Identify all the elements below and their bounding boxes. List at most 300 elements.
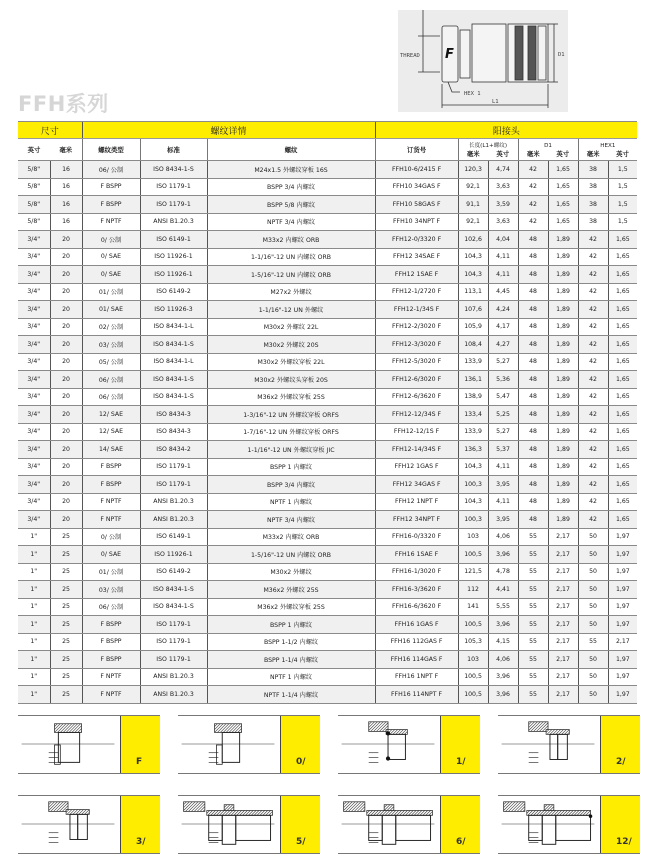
cell-d1-mm: 42	[518, 178, 548, 196]
bulkhead-light-series-icon	[178, 796, 280, 853]
cell-thread-type: 0/ 公制	[82, 231, 140, 249]
cell-size-mm: 20	[50, 371, 82, 389]
table-row	[18, 266, 637, 284]
cell-size-mm: 20	[50, 423, 82, 441]
cell-thread: 1-1/16"-12 UN 外螺纹穿板 JIC	[207, 441, 375, 459]
table-row	[18, 581, 637, 599]
cell-length-mm: 136,1	[458, 371, 488, 389]
cell-hex1-inch: 1,65	[608, 248, 637, 266]
cell-size-inch: 3/4"	[18, 493, 50, 511]
cell-length-mm: 141	[458, 598, 488, 616]
cell-d1-mm: 48	[518, 301, 548, 319]
cell-d1-inch: 1,89	[548, 476, 578, 494]
bulkhead-heavy-series-icon	[338, 796, 440, 853]
hex1-inch-label: 英寸	[616, 149, 629, 158]
thread-type-code: 6/	[456, 837, 466, 847]
hex1-title: HEX1	[600, 142, 616, 149]
cell-d1-mm: 48	[518, 423, 548, 441]
cell-d1-mm: 42	[518, 196, 548, 214]
cell-thread-type: F BSPP	[82, 616, 140, 634]
cell-order-no: FFH10 34GAS F	[375, 178, 458, 196]
cell-hex1-inch: 1,5	[608, 196, 637, 214]
cell-d1-inch: 2,17	[548, 546, 578, 564]
cell-size-mm: 20	[50, 231, 82, 249]
thread-type-panel	[498, 715, 640, 774]
cell-size-inch: 3/4"	[18, 423, 50, 441]
cell-size-inch: 3/4"	[18, 231, 50, 249]
cell-hex1-inch: 1,97	[608, 668, 637, 686]
cell-order-no: FFH12-12/34S F	[375, 406, 458, 424]
cell-d1-inch: 2,17	[548, 528, 578, 546]
cell-hex1-inch: 1,97	[608, 598, 637, 616]
cell-thread-type: 01/ 公制	[82, 563, 140, 581]
cell-d1-inch: 1,89	[548, 353, 578, 371]
cell-d1-inch: 2,17	[548, 616, 578, 634]
cell-standard: ISO 8434-2	[140, 441, 207, 459]
cell-d1-mm: 55	[518, 528, 548, 546]
cell-d1-inch: 2,17	[548, 686, 578, 704]
cell-hex1-inch: 1,65	[608, 353, 637, 371]
cell-length-inch: 3,63	[488, 213, 518, 231]
cell-size-mm: 25	[50, 581, 82, 599]
cell-hex1-mm: 42	[578, 423, 608, 441]
male-light-series-icon	[498, 716, 600, 773]
cell-size-inch: 1"	[18, 633, 50, 651]
cell-order-no: FFH12-1/2720 F	[375, 283, 458, 301]
cell-thread-type: F BSPP	[82, 651, 140, 669]
cell-thread-type: F NPTF	[82, 668, 140, 686]
cell-size-inch: 3/4"	[18, 476, 50, 494]
cell-hex1-inch: 1,65	[608, 336, 637, 354]
cell-size-inch: 1"	[18, 581, 50, 599]
cell-length-mm: 121,5	[458, 563, 488, 581]
cell-thread: BSPP 1 内螺纹	[207, 616, 375, 634]
table-row	[18, 388, 637, 406]
cell-thread-type: F NPTF	[82, 511, 140, 529]
cell-size-mm: 16	[50, 178, 82, 196]
cell-size-inch: 1"	[18, 668, 50, 686]
cell-length-inch: 4,06	[488, 651, 518, 669]
cell-thread-type: F BSPP	[82, 178, 140, 196]
cell-standard: ISO 8434-1-L	[140, 318, 207, 336]
spec-table-body	[18, 161, 637, 704]
cell-size-mm: 25	[50, 546, 82, 564]
cell-d1-mm: 42	[518, 161, 548, 179]
cell-thread-type: F NPTF	[82, 213, 140, 231]
cell-standard: ISO 1179-1	[140, 476, 207, 494]
table-row	[18, 231, 637, 249]
cell-thread: 1-1/16"-12 UN 外螺纹	[207, 301, 375, 319]
cell-hex1-inch: 1,97	[608, 546, 637, 564]
cell-d1-inch: 1,89	[548, 406, 578, 424]
cell-thread: 1-3/16"-12 UN 外螺纹穿板 ORFS	[207, 406, 375, 424]
cell-thread-type: 06/ 公制	[82, 598, 140, 616]
cell-hex1-mm: 42	[578, 266, 608, 284]
d1-title: D1	[544, 142, 552, 149]
table-row	[18, 318, 637, 336]
cell-thread: M36x2 外螺纹穿板 25S	[207, 598, 375, 616]
cell-hex1-mm: 42	[578, 406, 608, 424]
cell-order-no: FFH12-12/1S F	[375, 423, 458, 441]
cell-thread: NPTF 3/4 内螺纹	[207, 511, 375, 529]
cell-length-inch: 4,11	[488, 458, 518, 476]
cell-d1-mm: 48	[518, 318, 548, 336]
cell-standard: ANSI B1.20.3	[140, 511, 207, 529]
cell-standard: ISO 11926-1	[140, 248, 207, 266]
table-row	[18, 633, 637, 651]
cell-thread-type: 0/ 公制	[82, 528, 140, 546]
cell-thread-type: 06/ 公制	[82, 161, 140, 179]
cell-size-mm: 25	[50, 616, 82, 634]
cell-size-inch: 1"	[18, 616, 50, 634]
male-heavy-series-icon	[18, 796, 120, 853]
group-header-thread-details: 螺纹详情	[82, 122, 375, 139]
cell-standard: ISO 8434-1-S	[140, 388, 207, 406]
cell-order-no: FFH16 1NPT F	[375, 668, 458, 686]
orb-male-oring-icon	[338, 716, 440, 773]
cell-size-inch: 5/8"	[18, 213, 50, 231]
cell-length-mm: 104,3	[458, 266, 488, 284]
cell-size-mm: 25	[50, 598, 82, 616]
cell-d1-mm: 55	[518, 546, 548, 564]
table-row	[18, 546, 637, 564]
cell-length-inch: 5,25	[488, 406, 518, 424]
cell-hex1-inch: 1,97	[608, 581, 637, 599]
cell-length-inch: 4,06	[488, 528, 518, 546]
cell-hex1-mm: 42	[578, 283, 608, 301]
cell-thread-type: 01/ 公制	[82, 283, 140, 301]
cell-thread: BSPP 3/4 内螺纹	[207, 178, 375, 196]
cell-hex1-mm: 42	[578, 458, 608, 476]
cell-size-inch: 3/4"	[18, 406, 50, 424]
cell-d1-inch: 2,17	[548, 651, 578, 669]
thread-type-panel	[498, 795, 640, 854]
cell-hex1-mm: 42	[578, 318, 608, 336]
cell-size-mm: 16	[50, 213, 82, 231]
cell-length-mm: 100,3	[458, 476, 488, 494]
cell-size-inch: 1"	[18, 563, 50, 581]
cell-order-no: FFH16-1/3020 F	[375, 563, 458, 581]
cell-hex1-mm: 50	[578, 686, 608, 704]
cell-length-inch: 4,78	[488, 563, 518, 581]
cell-thread: M30x2 外螺纹	[207, 563, 375, 581]
thread-type-code: F	[136, 757, 143, 767]
cell-thread-type: 03/ 公制	[82, 581, 140, 599]
cell-standard: ISO 1179-1	[140, 196, 207, 214]
cell-order-no: FFH12-5/3020 F	[375, 353, 458, 371]
table-row	[18, 511, 637, 529]
cell-standard: ISO 6149-1	[140, 528, 207, 546]
cell-d1-inch: 2,17	[548, 598, 578, 616]
cell-standard: ISO 8434-1-S	[140, 581, 207, 599]
cell-hex1-mm: 42	[578, 388, 608, 406]
cell-standard: ANSI B1.20.3	[140, 493, 207, 511]
cell-size-inch: 3/4"	[18, 336, 50, 354]
cell-length-mm: 100,3	[458, 511, 488, 529]
table-row	[18, 371, 637, 389]
cell-thread: M33x2 内螺纹 ORB	[207, 528, 375, 546]
table-row	[18, 213, 637, 231]
thread-type-code-badge	[120, 716, 160, 773]
cell-order-no: FFH12-1/34S F	[375, 301, 458, 319]
cell-size-mm: 20	[50, 301, 82, 319]
cell-standard: ISO 6149-1	[140, 231, 207, 249]
cell-hex1-mm: 42	[578, 371, 608, 389]
cell-hex1-mm: 38	[578, 161, 608, 179]
cell-d1-inch: 1,89	[548, 388, 578, 406]
cell-hex1-inch: 1,65	[608, 283, 637, 301]
cell-hex1-mm: 42	[578, 353, 608, 371]
cell-length-inch: 3,63	[488, 178, 518, 196]
cell-d1-mm: 48	[518, 406, 548, 424]
cell-d1-inch: 1,89	[548, 266, 578, 284]
thread-type-code: 2/	[616, 757, 626, 767]
cell-hex1-inch: 1,65	[608, 423, 637, 441]
cell-size-inch: 3/4"	[18, 283, 50, 301]
cell-d1-mm: 48	[518, 266, 548, 284]
cell-size-inch: 5/8"	[18, 178, 50, 196]
cell-thread: 1-5/16"-12 UN 内螺纹 ORB	[207, 546, 375, 564]
thread-label: THREAD	[400, 53, 420, 59]
cell-order-no: FFH12 1SAE F	[375, 266, 458, 284]
l1-label: L1	[492, 99, 499, 105]
cell-length-inch: 5,47	[488, 388, 518, 406]
thread-type-code: 3/	[136, 837, 146, 847]
cell-standard: ISO 8434-1-S	[140, 371, 207, 389]
table-row	[18, 283, 637, 301]
cell-size-mm: 25	[50, 528, 82, 546]
cell-length-mm: 103	[458, 528, 488, 546]
cell-hex1-mm: 42	[578, 248, 608, 266]
cell-d1-mm: 55	[518, 616, 548, 634]
cell-length-mm: 108,4	[458, 336, 488, 354]
table-row	[18, 528, 637, 546]
cell-hex1-inch: 1,65	[608, 458, 637, 476]
cell-order-no: FFH12-6/3020 F	[375, 371, 458, 389]
cell-thread: 1-7/16"-12 UN 外螺纹穿板 ORFS	[207, 423, 375, 441]
cell-d1-mm: 48	[518, 493, 548, 511]
cell-length-inch: 3,96	[488, 668, 518, 686]
cell-thread: 1-1/16"-12 UN 内螺纹 ORB	[207, 248, 375, 266]
cell-hex1-mm: 50	[578, 616, 608, 634]
cell-d1-mm: 55	[518, 633, 548, 651]
cell-size-inch: 3/4"	[18, 388, 50, 406]
table-row	[18, 686, 637, 704]
thread-type-code-badge	[280, 716, 320, 773]
cell-length-inch: 4,27	[488, 336, 518, 354]
table-row	[18, 196, 637, 214]
thread-type-code: 5/	[296, 837, 306, 847]
cell-thread: BSPP 1 内螺纹	[207, 458, 375, 476]
cell-length-inch: 3,96	[488, 546, 518, 564]
thread-type-panel	[178, 715, 320, 774]
cell-hex1-mm: 55	[578, 633, 608, 651]
table-row	[18, 441, 637, 459]
cell-size-inch: 3/4"	[18, 301, 50, 319]
female-thread-port-icon	[18, 716, 120, 773]
cell-standard: ANSI B1.20.3	[140, 686, 207, 704]
cell-standard: ISO 1179-1	[140, 458, 207, 476]
cell-standard: ISO 11926-1	[140, 546, 207, 564]
cell-thread-type: 0/ SAE	[82, 266, 140, 284]
cell-hex1-inch: 1,65	[608, 266, 637, 284]
cell-hex1-mm: 42	[578, 476, 608, 494]
table-row	[18, 476, 637, 494]
thread-type-code-badge	[600, 796, 640, 853]
cell-size-inch: 3/4"	[18, 248, 50, 266]
cell-length-mm: 133,9	[458, 423, 488, 441]
cell-hex1-inch: 1,65	[608, 441, 637, 459]
cell-thread-type: F BSPP	[82, 458, 140, 476]
cell-thread: M30x2 外螺纹 20S	[207, 336, 375, 354]
cell-hex1-inch: 1,65	[608, 231, 637, 249]
cell-length-inch: 5,55	[488, 598, 518, 616]
cell-order-no: FFH16-3/3620 F	[375, 581, 458, 599]
cell-thread: M27x2 外螺纹	[207, 283, 375, 301]
cell-standard: ISO 11926-3	[140, 301, 207, 319]
cell-hex1-inch: 1,65	[608, 301, 637, 319]
cell-d1-mm: 48	[518, 511, 548, 529]
cell-d1-mm: 48	[518, 441, 548, 459]
cell-d1-mm: 55	[518, 563, 548, 581]
cell-d1-mm: 48	[518, 388, 548, 406]
cell-d1-inch: 1,89	[548, 458, 578, 476]
cell-thread-type: 0/ SAE	[82, 248, 140, 266]
table-row	[18, 336, 637, 354]
cell-length-inch: 4,04	[488, 231, 518, 249]
thread-type-code-badge	[600, 716, 640, 773]
cell-length-inch: 4,17	[488, 318, 518, 336]
thread-type-code-badge	[440, 796, 480, 853]
cell-hex1-mm: 50	[578, 598, 608, 616]
cell-thread-type: 02/ 公制	[82, 318, 140, 336]
cell-order-no: FFH10 58GAS F	[375, 196, 458, 214]
cell-standard: ISO 8434-1-S	[140, 161, 207, 179]
cell-d1-mm: 48	[518, 231, 548, 249]
cell-d1-mm: 55	[518, 598, 548, 616]
cell-hex1-inch: 1,65	[608, 388, 637, 406]
table-row	[18, 161, 637, 179]
cell-order-no: FFH12 34GAS F	[375, 476, 458, 494]
cell-length-mm: 103	[458, 651, 488, 669]
cell-thread-type: 12/ SAE	[82, 423, 140, 441]
cell-size-inch: 1"	[18, 651, 50, 669]
cell-size-mm: 20	[50, 318, 82, 336]
cell-d1-mm: 48	[518, 353, 548, 371]
cell-standard: ISO 8434-1-S	[140, 598, 207, 616]
cell-thread: BSPP 1-1/2 内螺纹	[207, 633, 375, 651]
cell-standard: ANSI B1.20.3	[140, 668, 207, 686]
thread-type-panel	[18, 795, 160, 854]
cell-hex1-mm: 50	[578, 651, 608, 669]
cell-size-mm: 20	[50, 353, 82, 371]
cell-order-no: FFH12-0/3320 F	[375, 231, 458, 249]
cell-length-inch: 3,95	[488, 511, 518, 529]
cell-hex1-mm: 42	[578, 336, 608, 354]
table-row	[18, 458, 637, 476]
cell-thread: M36x2 外螺纹 25S	[207, 581, 375, 599]
cell-d1-mm: 48	[518, 476, 548, 494]
cell-d1-inch: 2,17	[548, 563, 578, 581]
cell-d1-inch: 1,89	[548, 441, 578, 459]
cell-thread-type: F BSPP	[82, 633, 140, 651]
cell-thread: BSPP 5/8 内螺纹	[207, 196, 375, 214]
cell-size-mm: 20	[50, 458, 82, 476]
cell-size-mm: 20	[50, 336, 82, 354]
group-header-size: 尺寸	[18, 122, 82, 139]
cell-length-mm: 120,3	[458, 161, 488, 179]
cell-size-inch: 3/4"	[18, 458, 50, 476]
cell-order-no: FFH16 1GAS F	[375, 616, 458, 634]
cell-standard: ISO 1179-1	[140, 616, 207, 634]
cell-hex1-inch: 1,65	[608, 371, 637, 389]
cell-standard: ISO 1179-1	[140, 651, 207, 669]
thread-type-code: 12/	[616, 837, 632, 847]
cell-standard: ISO 6149-2	[140, 283, 207, 301]
cell-size-inch: 1"	[18, 528, 50, 546]
cell-d1-inch: 1,65	[548, 178, 578, 196]
cell-d1-mm: 42	[518, 213, 548, 231]
cell-size-inch: 1"	[18, 686, 50, 704]
cell-length-mm: 100,5	[458, 546, 488, 564]
cell-standard: ISO 11926-1	[140, 266, 207, 284]
cell-d1-inch: 1,89	[548, 301, 578, 319]
cell-hex1-mm: 50	[578, 668, 608, 686]
thread-type-code-badge	[280, 796, 320, 853]
cell-thread: M30x2 外螺纹 22L	[207, 318, 375, 336]
cell-length-inch: 3,59	[488, 196, 518, 214]
thread-type-panel	[338, 795, 480, 854]
cell-length-mm: 136,3	[458, 441, 488, 459]
cell-order-no: FFH16-6/3620 F	[375, 598, 458, 616]
cell-standard: ISO 1179-1	[140, 178, 207, 196]
cell-thread: M24x1.5 外螺纹穿板 16S	[207, 161, 375, 179]
col-header-mm: 毫米	[50, 139, 82, 161]
cell-d1-inch: 1,89	[548, 493, 578, 511]
cell-size-inch: 3/4"	[18, 511, 50, 529]
cell-size-inch: 3/4"	[18, 266, 50, 284]
cell-hex1-mm: 38	[578, 178, 608, 196]
table-row	[18, 668, 637, 686]
cell-hex1-inch: 1,97	[608, 563, 637, 581]
cell-hex1-mm: 42	[578, 231, 608, 249]
cell-size-mm: 16	[50, 161, 82, 179]
cell-d1-inch: 2,17	[548, 581, 578, 599]
cell-thread: NPTF 3/4 内螺纹	[207, 213, 375, 231]
cell-hex1-inch: 1,65	[608, 476, 637, 494]
cell-thread: BSPP 3/4 内螺纹	[207, 476, 375, 494]
cell-length-mm: 92,1	[458, 178, 488, 196]
cell-hex1-inch: 1,5	[608, 161, 637, 179]
thread-type-code: 1/	[456, 757, 466, 767]
cell-thread: 1-5/16"-12 UN 内螺纹 ORB	[207, 266, 375, 284]
thread-type-code-badge	[120, 796, 160, 853]
cell-d1-mm: 55	[518, 651, 548, 669]
table-row	[18, 248, 637, 266]
cell-length-inch: 4,24	[488, 301, 518, 319]
cell-d1-inch: 1,89	[548, 318, 578, 336]
cell-order-no: FFH16 1SAE F	[375, 546, 458, 564]
table-row	[18, 301, 637, 319]
cell-length-inch: 5,36	[488, 371, 518, 389]
cell-order-no: FFH10-6/2415 F	[375, 161, 458, 179]
cell-size-mm: 20	[50, 476, 82, 494]
cell-d1-inch: 1,89	[548, 231, 578, 249]
cell-length-mm: 133,4	[458, 406, 488, 424]
length-title: 长度(L1+螺纹)	[468, 142, 508, 149]
cell-thread-type: 05/ 公制	[82, 353, 140, 371]
cell-length-mm: 102,6	[458, 231, 488, 249]
